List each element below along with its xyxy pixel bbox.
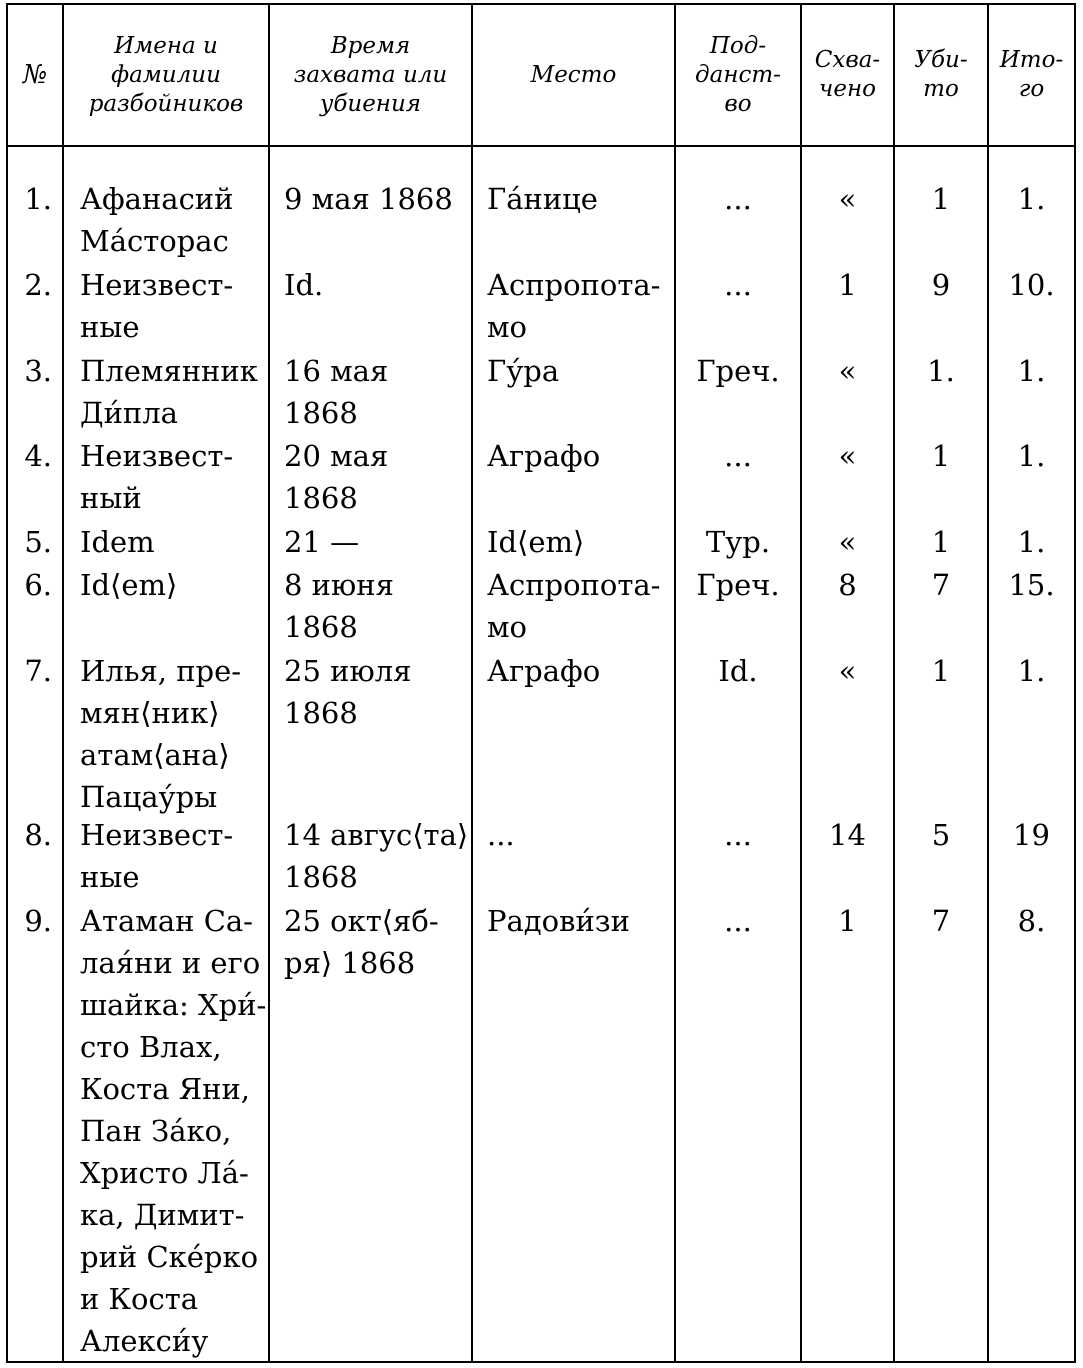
header-total: Ито- го bbox=[999, 47, 1064, 102]
row-8-killed: 5 bbox=[931, 818, 951, 852]
row-1-time: 9 мая 1868 bbox=[284, 182, 453, 216]
row-6-citizenship: Греч. bbox=[696, 568, 780, 602]
row-7-place: Аграфо bbox=[487, 654, 601, 688]
row-8-place: ... bbox=[487, 818, 515, 852]
header-divider bbox=[6, 145, 1076, 147]
row-1-names: Афанасий Ма́сторас bbox=[80, 182, 234, 258]
row-2-place: Аспропота- мо bbox=[487, 268, 661, 344]
row-8-caught: 14 bbox=[829, 818, 866, 852]
row-6-names: Id⟨em⟩ bbox=[80, 568, 178, 602]
row-4-place: Аграфо bbox=[487, 439, 601, 473]
header-time: Время захвата или убиения bbox=[293, 32, 448, 117]
row-1-killed: 1 bbox=[931, 182, 951, 216]
row-9-time: 25 окт⟨яб- ря⟩ 1868 bbox=[284, 904, 439, 980]
row-1-num: 1. bbox=[24, 182, 52, 216]
row-7-names: Илья, пре- мян⟨ник⟩ атам⟨ана⟩ Пацау́ры bbox=[80, 654, 242, 814]
row-5-caught: « bbox=[838, 525, 857, 559]
row-5-names: Idem bbox=[80, 525, 155, 559]
row-9-citizenship: ... bbox=[724, 904, 752, 938]
header-caught: Схва- чено bbox=[814, 47, 881, 102]
row-7-caught: « bbox=[838, 654, 857, 688]
row-2-citizenship: ... bbox=[724, 268, 752, 302]
column-divider bbox=[268, 3, 270, 1363]
row-5-place: Id⟨em⟩ bbox=[487, 525, 585, 559]
row-4-killed: 1 bbox=[931, 439, 951, 473]
row-4-num: 4. bbox=[24, 439, 52, 473]
row-6-time: 8 июня 1868 bbox=[284, 568, 394, 644]
row-3-citizenship: Греч. bbox=[696, 354, 780, 388]
row-3-killed: 1. bbox=[927, 354, 955, 388]
header-killed: Уби- то bbox=[914, 47, 968, 102]
row-6-place: Аспропота- мо bbox=[487, 568, 661, 644]
row-2-time: Id. bbox=[284, 268, 324, 302]
row-7-killed: 1 bbox=[931, 654, 951, 688]
row-1-caught: « bbox=[838, 182, 857, 216]
row-2-names: Неизвест- ные bbox=[80, 268, 234, 344]
row-4-caught: « bbox=[838, 439, 857, 473]
header-names: Имена и фамилии разбойников bbox=[88, 32, 244, 117]
row-7-total: 1. bbox=[1017, 654, 1046, 688]
row-9-num: 9. bbox=[24, 904, 52, 938]
row-3-total: 1. bbox=[1017, 354, 1046, 388]
row-8-num: 8. bbox=[24, 818, 52, 852]
row-5-num: 5. bbox=[24, 525, 52, 559]
row-6-total: 15. bbox=[1008, 568, 1055, 602]
row-1-citizenship: ... bbox=[724, 182, 752, 216]
row-9-names: Атаман Са- лая́ни и его шайка: Хри́- сто Влах, Коста Яни, Пан За́ко, Христо Ла́- ка, Димит- рий Скéрко и Коста Алекси́у bbox=[80, 904, 267, 1358]
row-9-killed: 7 bbox=[931, 904, 951, 938]
header-place: Место bbox=[530, 61, 617, 88]
row-3-num: 3. bbox=[24, 354, 52, 388]
row-5-killed: 1 bbox=[931, 525, 951, 559]
row-5-citizenship: Тур. bbox=[705, 525, 771, 559]
row-7-num: 7. bbox=[24, 654, 52, 688]
row-3-caught: « bbox=[838, 354, 857, 388]
row-1-place: Га́нице bbox=[487, 182, 598, 216]
row-7-citizenship: Id. bbox=[718, 654, 758, 688]
row-2-caught: 1 bbox=[838, 268, 857, 302]
column-divider bbox=[471, 3, 473, 1363]
row-6-killed: 7 bbox=[931, 568, 951, 602]
row-4-time: 20 мая 1868 bbox=[284, 439, 389, 515]
row-3-place: Гу́ра bbox=[487, 354, 560, 388]
row-5-total: 1. bbox=[1017, 525, 1046, 559]
row-6-caught: 8 bbox=[838, 568, 857, 602]
row-9-caught: 1 bbox=[838, 904, 857, 938]
row-8-names: Неизвест- ные bbox=[80, 818, 234, 894]
row-7-time: 25 июля 1868 bbox=[284, 654, 412, 730]
header-num: № bbox=[22, 59, 48, 90]
row-3-names: Племянник Ди́пла bbox=[80, 354, 258, 430]
row-8-total: 19 bbox=[1013, 818, 1050, 852]
row-6-num: 6. bbox=[24, 568, 52, 602]
row-4-citizenship: ... bbox=[724, 439, 752, 473]
row-8-citizenship: ... bbox=[724, 818, 752, 852]
column-divider bbox=[62, 3, 64, 1363]
header-citizenship: Под- данст- во bbox=[695, 32, 781, 117]
row-4-total: 1. bbox=[1017, 439, 1046, 473]
row-1-total: 1. bbox=[1017, 182, 1046, 216]
row-9-place: Радови́зи bbox=[487, 904, 630, 938]
row-2-num: 2. bbox=[24, 268, 52, 302]
row-2-total: 10. bbox=[1008, 268, 1055, 302]
row-2-killed: 9 bbox=[931, 268, 951, 302]
row-5-time: 21 — bbox=[284, 525, 360, 559]
row-8-time: 14 авгус⟨та⟩ 1868 bbox=[284, 818, 469, 894]
row-9-total: 8. bbox=[1017, 904, 1046, 938]
row-4-names: Неизвест- ный bbox=[80, 439, 234, 515]
row-3-time: 16 мая 1868 bbox=[284, 354, 389, 430]
